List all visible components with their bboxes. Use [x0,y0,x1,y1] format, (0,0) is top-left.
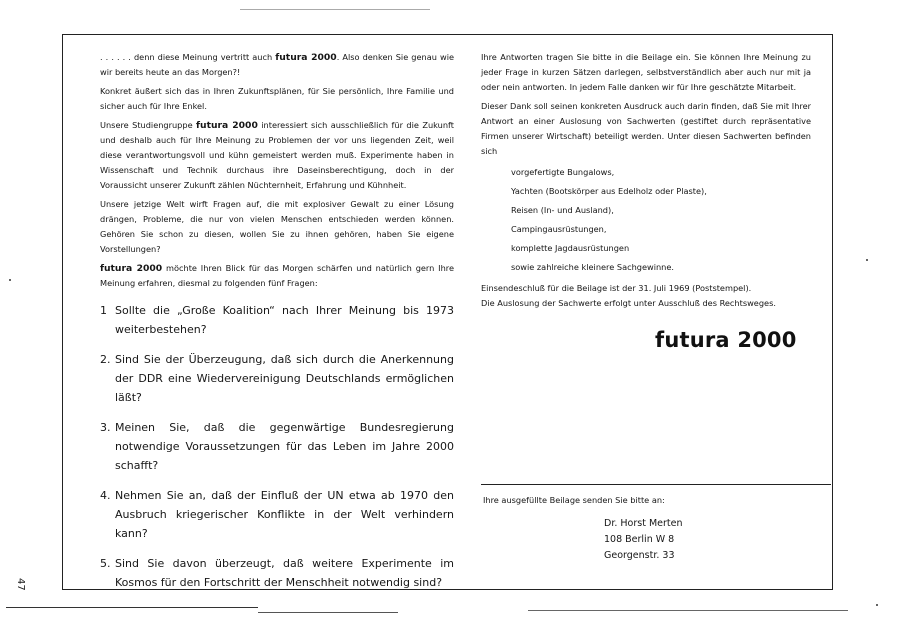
deadline-text: Einsendeschluß für die Beilage ist der 31. Juli 1969 (Poststempel). [481,283,752,293]
question-item [100,486,454,543]
paragraph: Unsere Studiengruppe futura 2000 interessiert sich ausschließlich für die Zukunft und deshalb auch für Ihre Meinung zu Problemen der vor uns liegenden Zeit, weil diese verantwortungsvoll und kühn gemeistert werden muß. Experimente haben in Wissenschaft und Technik durchaus ihre Daseinsberechtigung, doch in der Voraussicht unserer Zukunft zählen Nüchternheit, Erfahrung und Kühnheit. [100,120,454,190]
prize-list [511,163,811,277]
intro-paragraph: . . . . . . denn diese Meinung vertritt auch futura 2000. Also denken Sie genau wie wir bereits heute an das Morgen?! [100,52,454,77]
question-text: Nehmen Sie an, daß der Einfluß der UN etwa ab 1970 den Ausbruch kriegerischer Konflikte in der Welt verhindern kann? [115,489,454,540]
divider [481,484,831,485]
question-number: 4. [100,489,111,502]
question-item [100,554,454,592]
legal-text: Die Auslosung der Sachwerte erfolgt unter Ausschluß des Rechtsweges. [481,298,776,308]
question-item [100,350,454,407]
send-instructions: Ihre ausgefüllte Beilage senden Sie bitte an: [483,495,665,505]
question-number: 3. [100,421,111,434]
scan-artifact [258,612,398,613]
prize-item: Campingausrüstungen, [511,224,607,234]
scan-artifact [528,610,848,611]
paragraph: Unsere jetzige Welt wirft Fragen auf, die mit explosiver Gewalt zu einer Lösung drängen, Probleme, die nur von vielen Menschen entschieden werden können. Gehören Sie schon zu diesen, wollen Sie zu ihnen gehören, haben Sie eigene Vorstellungen? [100,199,454,254]
scan-artifact [9,279,11,281]
mailing-address [604,516,682,564]
prize-item: Reisen (In- und Ausland), [511,205,614,215]
answer-instructions: Ihre Antworten tragen Sie bitte in die Beilage ein. Sie können Ihre Meinung zu jeder Frage in kurzen Sätzen darlegen, selbstverständlich aber auch nur mit ja oder nein antworten. In jedem Falle danken wir für Ihre geschätzte Mitarbeit. [481,52,811,92]
paragraph: Konkret äußert sich das in Ihren Zukunftsplänen, für Sie persönlich, Ihre Familie und sicher auch für Ihre Enkel. [100,86,454,111]
question-item [100,301,454,339]
futura-2000-logo: futura 2000 [655,328,797,352]
prize-item: komplette Jagdausrüstungen [511,243,630,253]
scan-artifact [6,607,258,608]
scan-artifact [866,259,868,261]
question-list [100,301,454,592]
address-street: Georgenstr. 33 [604,550,675,561]
address-name: Dr. Horst Merten [604,518,683,529]
prize-draw-text: Dieser Dank soll seinen konkreten Ausdruck auch darin finden, daß Sie mit Ihrer Antwort an einer Auslosung von Sachwerten (gestiftet durch repräsentative Firmen unserer Wirtschaft) beteiligt werden. Unter diesen Sachwerten befinden sich [481,101,811,156]
question-number: 2. [100,353,111,366]
question-item [100,418,454,475]
brand-name: futura 2000 [100,263,163,274]
question-number: 5. [100,557,111,570]
question-text: Sollte die „Große Koalition“ nach Ihrer Meinung bis 1973 weiterbestehen? [115,304,454,336]
right-column [481,50,811,315]
left-column [100,50,454,603]
question-text: Sind Sie davon überzeugt, daß weitere Experimente im Kosmos für den Fortschritt der Menschheit notwendig sind? [115,557,454,589]
brand-name: futura 2000 [196,120,258,131]
question-text: Meinen Sie, daß die gegenwärtige Bundesregierung notwendige Voraussetzungen für das Leben im Jahre 2000 schafft? [115,421,454,472]
address-city: 108 Berlin W 8 [604,534,675,545]
page-number: 47 [15,578,26,591]
brand-name: futura 2000 [275,52,337,63]
scan-artifact [876,604,878,606]
prize-item: vorgefertigte Bungalows, [511,167,615,177]
paragraph: futura 2000 möchte Ihren Blick für das Morgen schärfen und natürlich gern Ihre Meinung erfahren, diesmal zu folgenden fünf Fragen: [100,263,454,288]
prize-item: Yachten (Bootskörper aus Edelholz oder Plaste), [511,186,707,196]
question-text: Sind Sie der Überzeugung, daß sich durch die Anerkennung der DDR eine Wiedervereinigung Deutschlands ermöglichen läßt? [115,353,454,404]
prize-item: sowie zahlreiche kleinere Sachgewinne. [511,262,675,272]
question-number: 1 [100,304,107,317]
scan-artifact [240,9,430,10]
